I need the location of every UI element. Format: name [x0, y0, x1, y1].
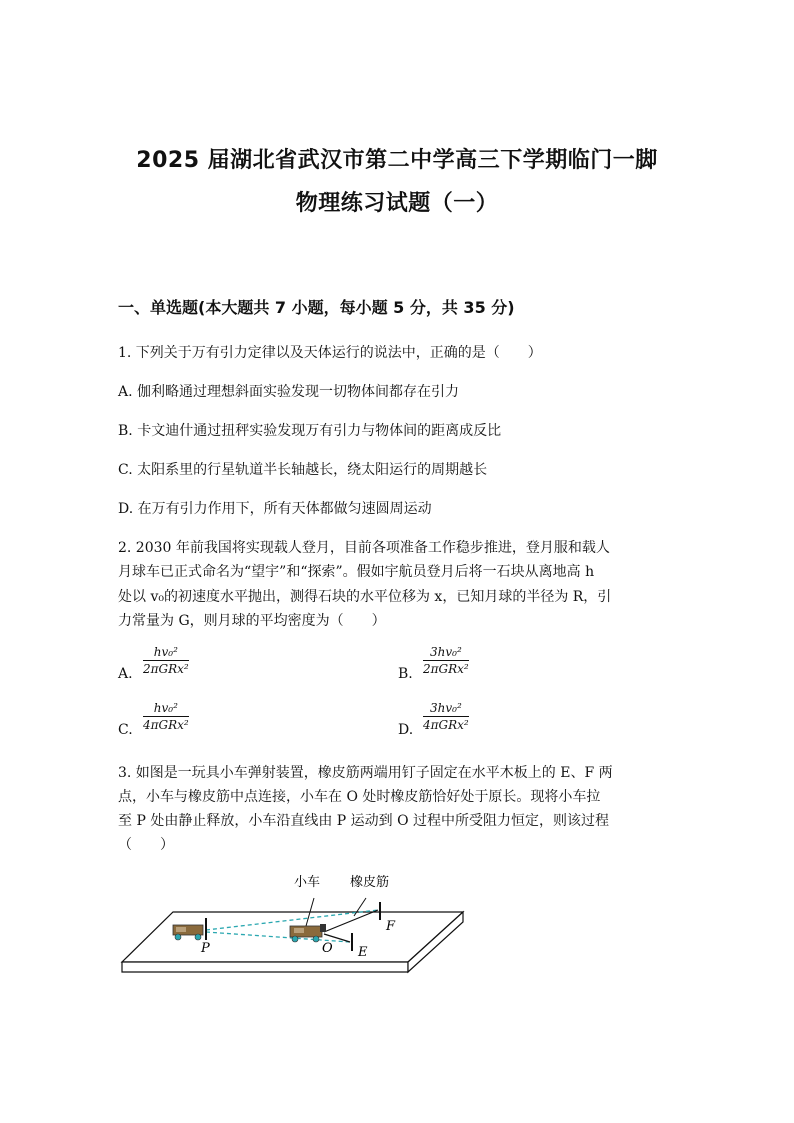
q2-option-b-label: B. [398, 666, 413, 682]
q2-option-d-label: D. [398, 722, 414, 738]
q2-option-c-numerator: hv₀² [143, 701, 189, 717]
q2-option-c-denominator: 4πGRx² [143, 718, 189, 732]
q1-stem: 1. 下列关于万有引力定律以及天体运行的说法中，正确的是（ ） [118, 345, 542, 361]
q2-stem-line4: 力常量为 G，则月球的平均密度为（ ） [118, 613, 386, 629]
q2-stem-line1: 2. 2030 年前我国将实现载人登月，目前各项准备工作稳步推进，登月服和载人 [118, 540, 610, 556]
q2-option-a-denominator: 2πGRx² [143, 662, 189, 676]
q2-option-a-numerator: hv₀² [143, 645, 189, 661]
q2-option-a-label: A. [118, 666, 133, 682]
q3-stem-line1: 3. 如图是一玩具小车弹射装置，橡皮筋两端用钉子固定在水平木板上的 E、F 两 [118, 765, 613, 781]
page-title-line2: 物理练习试题（一） [295, 191, 499, 216]
q1-option-d: D. 在万有引力作用下，所有天体都做匀速圆周运动 [118, 501, 432, 517]
label-car: 小车 [294, 875, 321, 890]
label-f: F [386, 919, 396, 934]
q3-stem-line3: 至 P 处由静止释放，小车沿直线由 P 运动到 O 过程中所受阻力恒定，则该过程 [118, 813, 610, 829]
q2-option-b-numerator: 3hv₀² [423, 645, 469, 661]
car-launcher-figure [118, 870, 478, 980]
q2-option-b-denominator: 2πGRx² [423, 662, 469, 676]
q2-stem-line3: 处以 v₀的初速度水平抛出，测得石块的水平位移为 x，已知月球的半径为 R，引 [118, 589, 612, 605]
label-band: 橡皮筋 [350, 875, 390, 890]
q2-option-d-denominator: 4πGRx² [423, 718, 469, 732]
label-p: P [201, 941, 210, 956]
page-title-line1: 2025 届湖北省武汉市第二中学高三下学期临门一脚 [136, 148, 658, 173]
q1-option-b: B. 卡文迪什通过扭秤实验发现万有引力与物体间的距离成反比 [118, 423, 502, 439]
q3-stem-line2: 点，小车与橡皮筋中点连接，小车在 O 处时橡皮筋恰好处于原长。现将小车拉 [118, 789, 601, 805]
q2-stem-line2: 月球车已正式命名为“望宇”和“探索”。假如宇航员登月后将一石块从离地高 h [118, 564, 595, 580]
q2-option-c-fraction [143, 701, 189, 732]
section-heading: 一、单选题(本大题共 7 小题，每小题 5 分，共 35 分) [118, 298, 515, 317]
q2-option-c-label: C. [118, 722, 133, 738]
board-front [122, 962, 408, 972]
label-e: E [358, 945, 368, 960]
q1-option-a: A. 伽利略通过理想斜面实验发现一切物体间都存在引力 [118, 384, 460, 400]
label-o: O [322, 941, 333, 956]
q2-option-b-fraction [423, 645, 469, 676]
q1-option-c: C. 太阳系里的行星轨道半长轴越长，绕太阳运行的周期越长 [118, 462, 488, 478]
q2-option-d-numerator: 3hv₀² [423, 701, 469, 717]
q2-option-a-fraction [143, 645, 189, 676]
q3-stem-line4: （ ） [118, 837, 174, 853]
q2-option-d-fraction [423, 701, 469, 732]
